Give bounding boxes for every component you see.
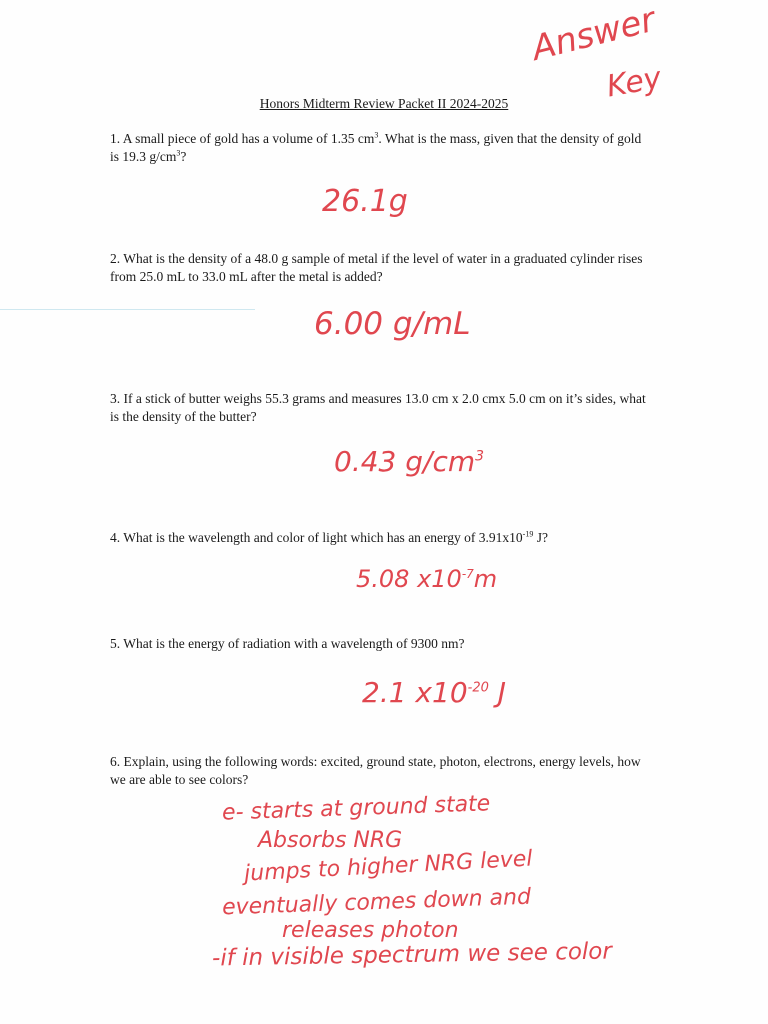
- answer-5-value: 2.1 x10: [362, 676, 468, 709]
- answer-6-line-2: Absorbs NRG: [258, 828, 403, 853]
- answer-4-value: 5.08 x10: [356, 565, 462, 593]
- answer-key-note-line2: Key: [604, 60, 665, 105]
- question-6-number: 6.: [110, 754, 121, 769]
- question-1-text-a: A small piece of gold has a volume of 1.35 cm: [122, 131, 375, 146]
- packet-title-text: Honors Midterm Review Packet II 2024-2025: [259, 96, 509, 111]
- question-5: [110, 635, 650, 653]
- answer-4-sup: -7: [461, 567, 474, 581]
- answer-4: [356, 565, 497, 593]
- answer-3-sup: 3: [475, 448, 485, 465]
- question-4-number: 4.: [110, 530, 121, 545]
- question-4-text-a: What is the wavelength and color of light which has an energy of 3.91x10: [123, 530, 523, 545]
- answer-3-value: 0.43 g/cm: [334, 445, 476, 478]
- answer-5-sup: -20: [467, 680, 489, 696]
- question-4: [110, 529, 650, 547]
- question-1-number: 1.: [110, 131, 121, 146]
- question-4-sup-a: -19: [522, 529, 534, 539]
- answer-5-unit: J: [497, 676, 507, 709]
- question-2-text: What is the density of a 48.0 g sample of metal if the level of water in a graduated cylinder rises from 25.0 mL to 33.0 mL after the metal is added?: [110, 251, 643, 284]
- answer-3: [334, 445, 484, 478]
- question-1-sup-a: 3: [374, 130, 379, 140]
- answer-5: [362, 676, 506, 709]
- question-5-text: What is the energy of radiation with a wavelength of 9300 nm?: [123, 636, 465, 651]
- question-1-text-c: ?: [180, 149, 187, 164]
- question-3: [110, 390, 650, 426]
- answer-6-line-5: releases photon: [282, 918, 459, 943]
- answer-6-line-3: jumps to higher NRG level: [243, 846, 534, 887]
- answer-1: 26.1g: [322, 184, 408, 219]
- question-1-sup-b: 3: [176, 148, 181, 158]
- answer-6-line-4: eventually comes down and: [221, 884, 532, 921]
- scan-artifact-line: [0, 309, 255, 310]
- question-1: [110, 130, 650, 166]
- question-4-text-b: J?: [533, 530, 548, 545]
- packet-title: [0, 96, 768, 112]
- answer-2: 6.00 g/mL: [314, 306, 471, 342]
- question-6: [110, 753, 650, 789]
- question-2-number: 2.: [110, 251, 121, 266]
- question-3-number: 3.: [110, 391, 121, 406]
- question-6-text: Explain, using the following words: excited, ground state, photon, electrons, energy levels, how we are able to see colors?: [110, 754, 641, 787]
- question-3-text: If a stick of butter weighs 55.3 grams and measures 13.0 cm x 2.0 cmx 5.0 cm on it’s sides, what is the density of the butter?: [110, 391, 646, 424]
- answer-4-unit: m: [473, 565, 498, 593]
- answer-6-line-1: e- starts at ground state: [221, 791, 491, 826]
- answer-6-line-6: -if in visible spectrum we see color: [211, 938, 613, 972]
- question-2: [110, 250, 650, 286]
- question-1-text-b: . What is the mass, given that the density of gold is 19.3 g/cm: [110, 131, 642, 164]
- answer-key-note-line1: Answer: [528, 0, 660, 69]
- question-5-number: 5.: [110, 636, 121, 651]
